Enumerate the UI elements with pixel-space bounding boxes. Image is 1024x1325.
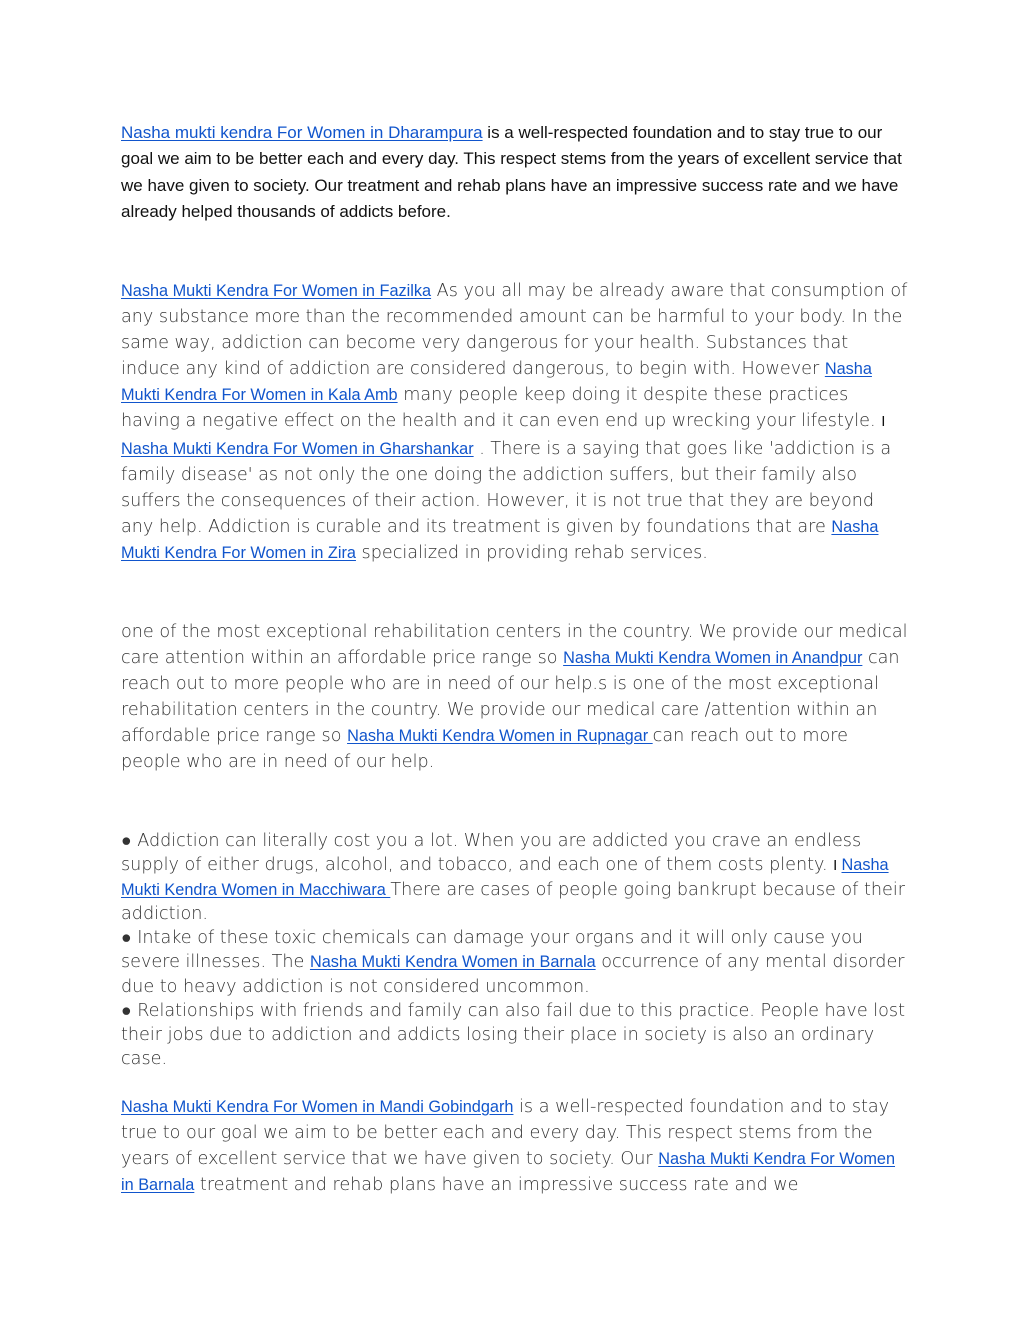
paragraph-text: can reach out to more people who are in need of our help.s is one of the most exceptional rehabilitation centers in the country. We provide our medical care /attention within an affordable price range so [121,648,900,747]
paragraph-text: treatment and rehab plans have an impressive success rate and we [194,1175,799,1196]
link-kala-amb[interactable]: Nasha Mukti Kendra For Women in Kala Amb [121,360,872,405]
bullet-text: There are cases of people going bankrupt because of their addiction. [121,880,905,925]
paragraph-text: is a well-respected foundation and to stay true to our goal we aim to be better each and every day. This respect stems from the years of excellent service that we have given to society. Our treatment and rehab plans have an impressive success rate and we have already helped thousands of addicts before. [121,123,902,221]
paragraph-dharampura [121,120,911,225]
link-mandi-gobindgarh[interactable]: Nasha Mukti Kendra For Women in Mandi Gobindgarh [121,1098,514,1116]
link-barnala[interactable]: Nasha Mukti Kendra Women in Barnala [309,953,596,972]
bullet-text: occurrence of any mental disorder due to heavy addiction is not considered uncommon. [121,952,905,997]
paragraph-text: As you all may be already aware that consumption of any substance more than the recommended amount can be harmful to your body. In the same way, addiction can become very dangerous for your health. Substances that induce any kind of addiction are considered dangerous, to begin with. However [121,281,908,380]
link-dharampura[interactable]: Nasha mukti kendra For Women in Dharampura [121,123,483,142]
link-barnala-2[interactable]: Nasha Mukti Kendra For Women in Barnala [121,1150,896,1195]
link-fazilka[interactable]: Nasha Mukti Kendra For Women in Fazilka [121,282,432,300]
paragraph-text: specialized in providing rehab services. [355,542,708,563]
bullet-item-cost [121,829,911,926]
paragraph-text: . There is a saying that goes like 'addiction is a family disease' as not only the one doing the addiction suffers, but their family also suffers the consequences of their action. However, it is not true that they are beyond any help. Addiction is curable and its treatment is given by foundations that are [121,438,892,537]
separator-mark: I [881,413,886,431]
paragraph-mandi-gobindgarh [121,1094,911,1198]
paragraph-text: many people keep doing it despite these practices having a negative effect on the health and it can even end up wrecking your lifestyle. [121,385,882,432]
link-zira[interactable]: Nasha Mukti Kendra For Women in Zira [121,517,879,562]
link-gharshankar[interactable]: Nasha Mukti Kendra For Women in Gharshankar [121,439,474,458]
bullet-list [121,829,911,1071]
bullet-item-relationships [121,999,911,1071]
paragraph-text: one of the most exceptional rehabilitation centers in the country. We provide our medical care attention within an affordable price range so [121,622,908,669]
link-anandpur[interactable]: Nasha Mukti Kendra Women in Anandpur [563,649,863,668]
paragraph-fazilka [121,278,911,566]
bullet-item-health [121,926,911,998]
link-rupnagar[interactable]: Nasha Mukti Kendra Women in Rupnagar [347,727,653,746]
bullet-text: ● Intake of these toxic chemicals can damage your organs and it will only cause you severe illnesses. The [121,928,863,973]
link-macchiwara[interactable]: Nasha Mukti Kendra Women in Macchiwara [121,856,889,900]
bullet-text: ● Relationships with friends and family can also fail due to this practice. People have lost their jobs due to addiction and addicts losing their place in society is also an ordinary case. [121,1000,905,1069]
paragraph-rehabilitation [121,619,911,776]
bullet-text: ● Addiction can literally cost you a lot. When you are addicted you crave an endless supply of either drugs, alcohol, and tobacco, and each one of them costs plenty. [121,831,862,876]
paragraph-text: is a well-respected foundation and to stay true to our goal we aim to be better each and every day. This respect stems from the years of excellent service that we have given to society. Our [121,1097,890,1170]
separator-mark: I [833,857,842,875]
paragraph-text: can reach out to more people who are in need of our help. [121,726,848,773]
